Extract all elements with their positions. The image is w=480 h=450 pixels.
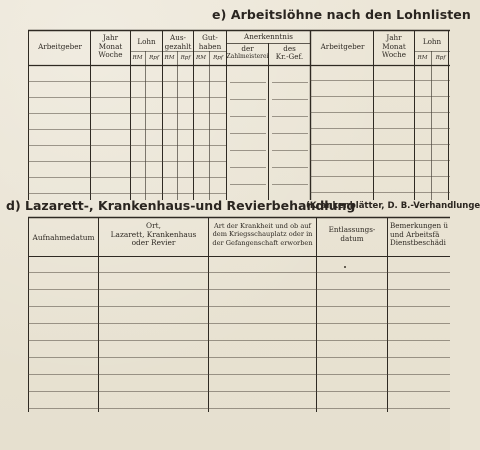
col-guthaben-header: Gut- haben	[198, 33, 222, 51]
col-ausgezahlt-header: Aus- gezahlt	[164, 33, 192, 51]
col-jahr-monat-woche-2-header: Jahr Monat Woche	[381, 33, 407, 60]
col-zahlmeisterei-header: Zahlmeisterei	[226, 53, 269, 60]
col-jahr-monat-woche-header: Jahr Monat Woche	[98, 33, 123, 60]
col-aufnahmedatum-header: Aufnahmedatum	[32, 233, 95, 242]
col-entlassungsdatum-header: Entlassungs- datum	[328, 225, 376, 243]
col-arbeitgeber-2-header: Arbeitgeber	[320, 42, 365, 51]
unit-rm-lohn-2: RM	[417, 55, 428, 61]
unit-rpf-lohn-2: Rpf	[435, 55, 446, 61]
unit-rpf-guthaben: Rpf	[213, 55, 223, 61]
col-arbeitgeber-header: Arbeitgeber	[38, 42, 82, 51]
col-bemerkungen-header: Bemerkungen ü und Arbeitsfä Dienstbeschädi	[390, 221, 449, 248]
col-anerkenntnis-header: Anerkenntnis	[244, 32, 293, 41]
section-e-title: e) Arbeitslöhne nach den Lohnlisten	[212, 7, 471, 22]
section-d-title: d) Lazarett-, Krankenhaus-und Revierbehandlung	[6, 198, 356, 213]
col-lohn-2-header: Lohn	[422, 37, 442, 46]
col-der-header: der	[241, 44, 254, 53]
col-ort-header: Ort, Lazarett, Krankenhaus oder Revier	[110, 221, 197, 248]
ink-speck	[344, 266, 346, 268]
unit-rpf-lohn: Rpf	[149, 55, 159, 61]
col-des-header: des	[283, 44, 296, 53]
unit-rm-ausgezahlt: RM	[164, 55, 175, 61]
unit-rpf-ausgezahlt: Rpf	[180, 55, 191, 61]
unit-rm-guthaben: RM	[196, 55, 206, 61]
unit-rm-lohn: RM	[132, 55, 143, 61]
col-krgef-header: Kr.-Gef.	[275, 52, 304, 61]
col-art-krankheit-header: Art der Krankheit und ob auf dem Kriegsschauplatz oder in der Gefangenschaft erworben	[212, 222, 313, 247]
section-d-subtitle: (Krankenblätter, D. B.-Verhandlunge	[306, 201, 480, 211]
col-lohn-header: Lohn	[137, 37, 156, 46]
